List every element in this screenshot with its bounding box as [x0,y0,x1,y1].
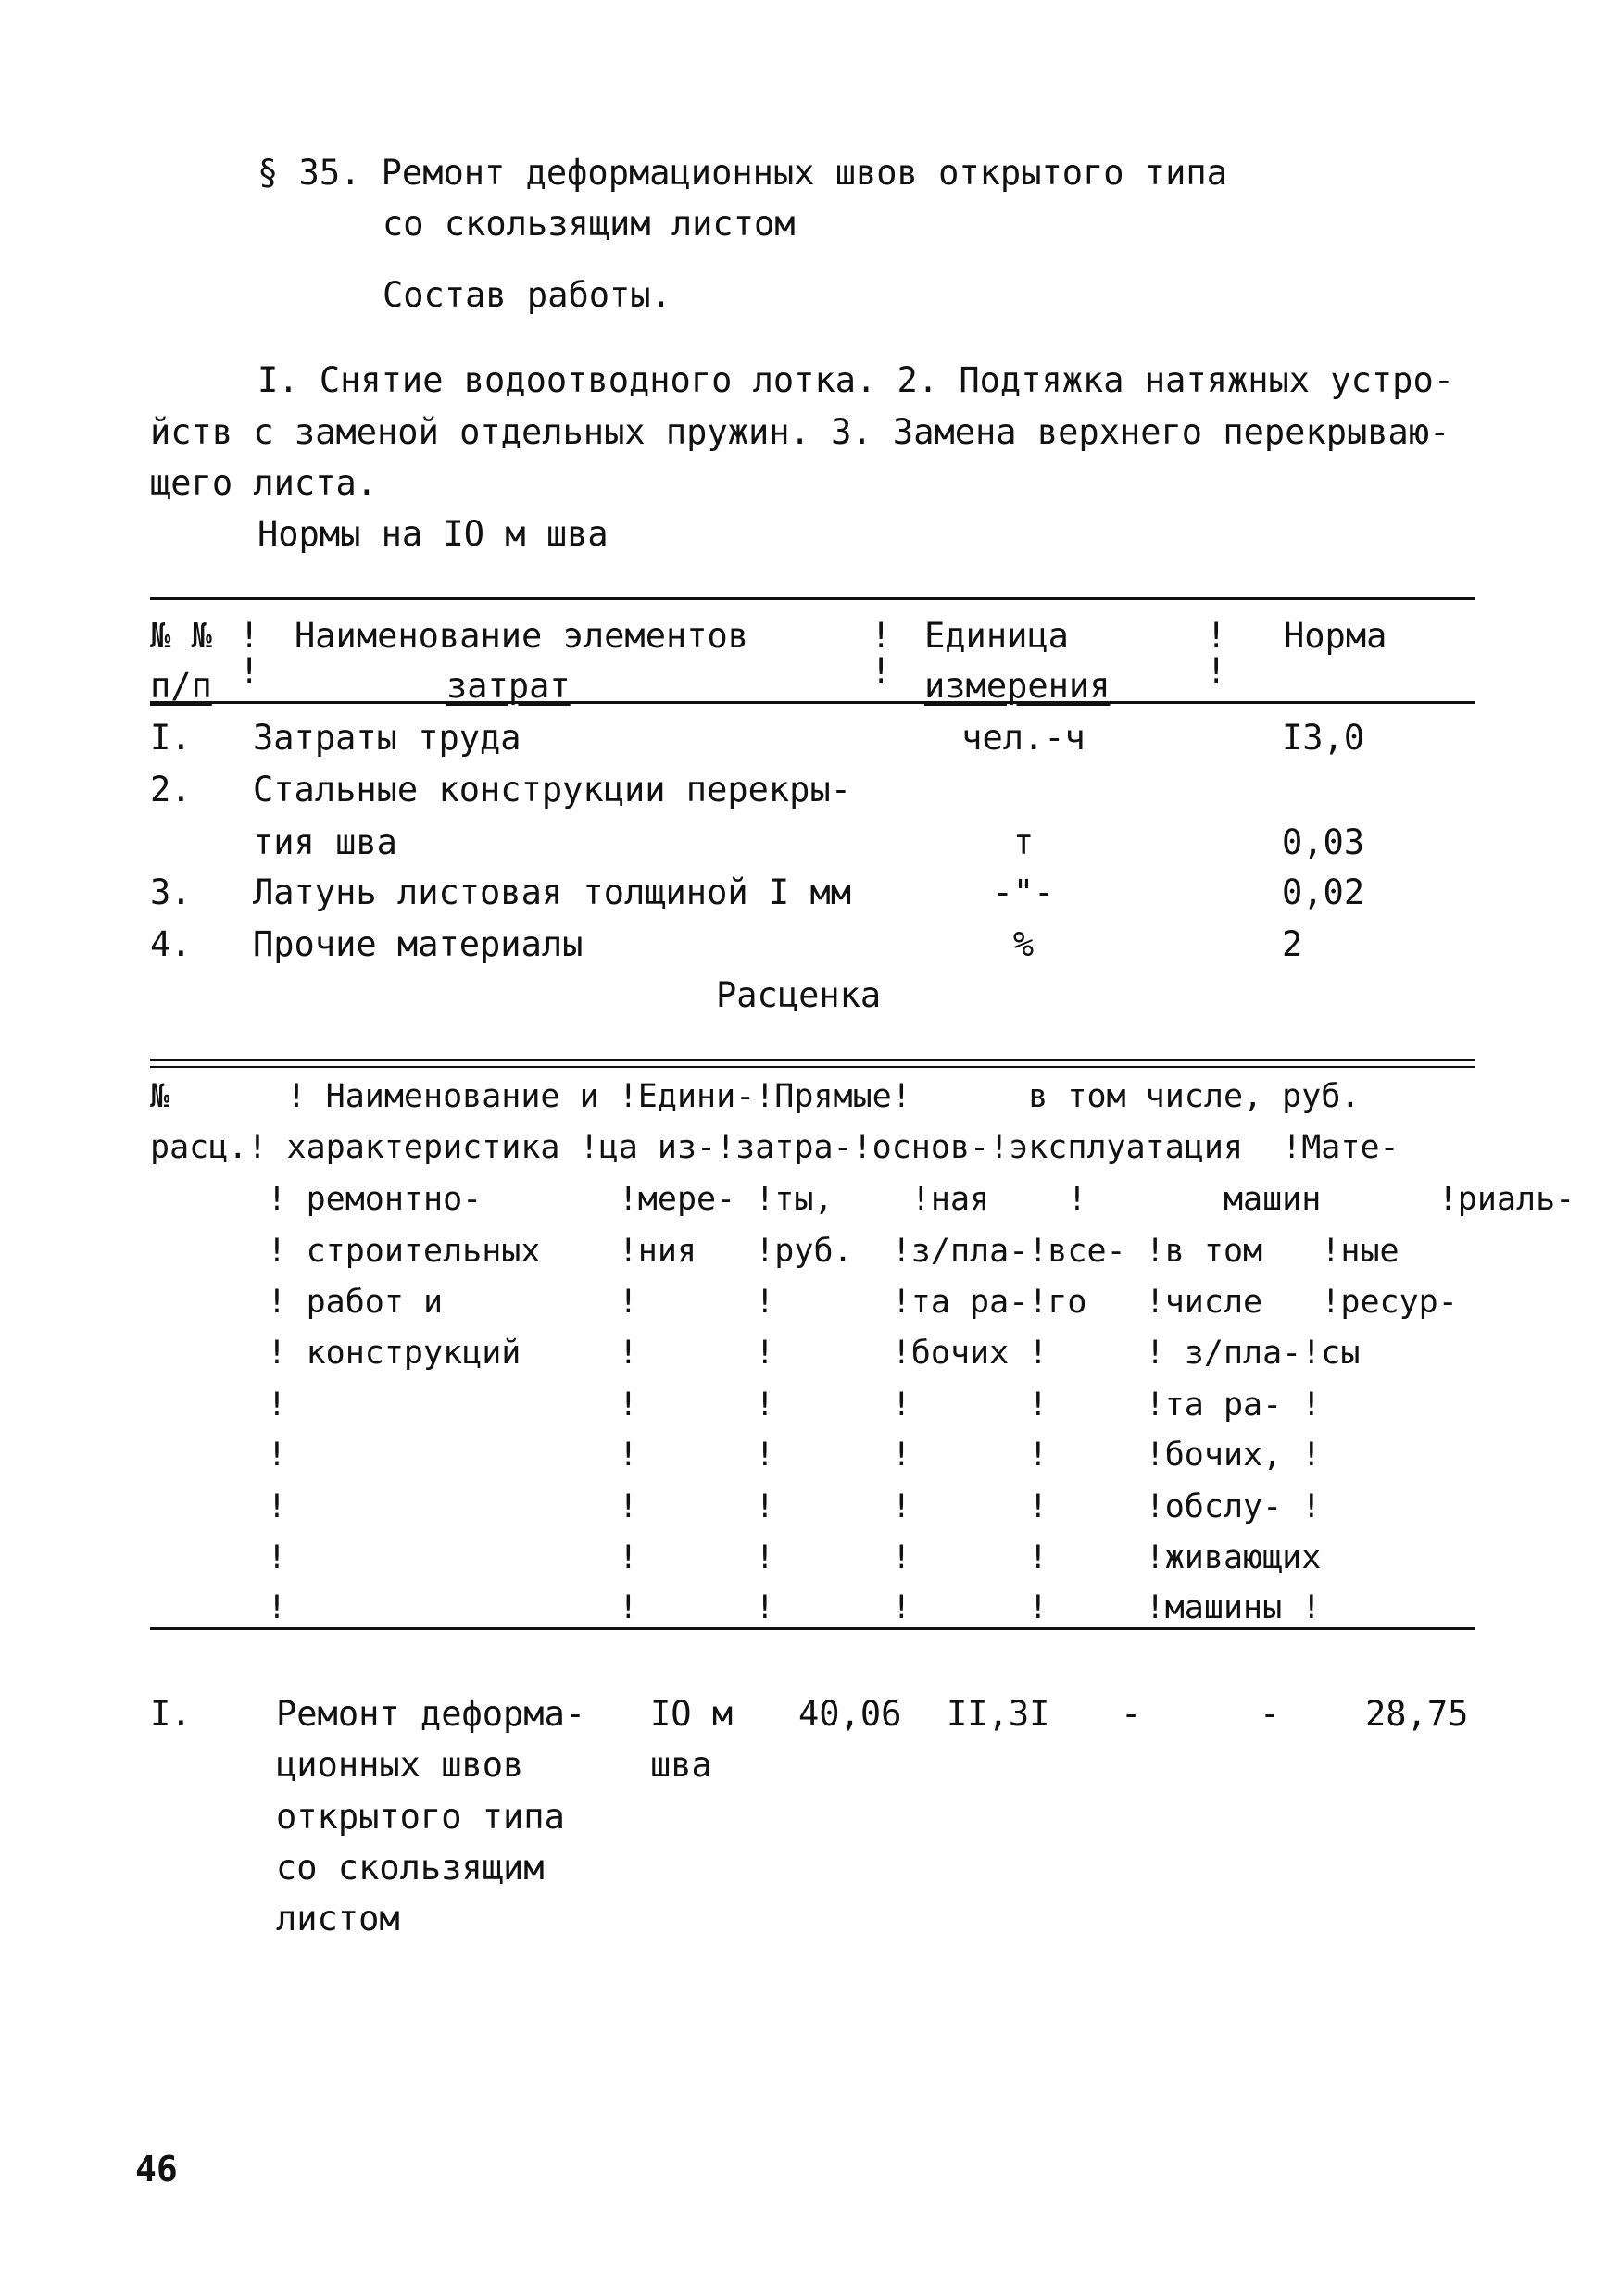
norms-row-value: 2 [1282,924,1303,964]
pricing-row-name-line: ционных швов [276,1745,524,1785]
norms-row-no: 4. [150,924,192,964]
pricing-header-line: ! работ и ! ! !та ра-!го !числе !ресур- [150,1284,1458,1321]
pricing-row-unit-2: шва [650,1745,712,1785]
pricing-row-name-line: открытого типа [276,1797,565,1837]
pricing-row-machines-wages: - [1260,1694,1281,1734]
norms-header-sep: ! [1206,616,1227,656]
norms-header-sep: ! [239,651,260,691]
norms-row-no: I. [150,718,192,758]
pricing-row-materials: 28,75 [1365,1694,1469,1734]
composition-line2: йств с заменой отдельных пружин. 3. Замена верхнего перекрываю- [150,412,1450,452]
norms-row-name: Латунь листовая толщиной I мм [253,872,852,912]
norms-row-no: 2. [150,770,192,809]
composition-heading: Состав работы. [383,275,671,315]
pricing-header-bottom-rule [150,1627,1475,1630]
norms-header-norm: Норма [1284,616,1387,656]
section-title-line1: § 35. Ремонт деформационных швов открытого типа [257,153,1227,193]
norms-header-sep: ! [871,651,892,691]
pricing-row-name-line: Ремонт деформа- [276,1694,586,1734]
norms-row-value: 0,02 [1282,872,1365,912]
norms-row-unit: % [1012,924,1035,964]
pricing-header-line: ! ремонтно- !мере- !ты, !ная ! машин !риаль- [150,1181,1575,1218]
norms-header-no-1: № № [150,616,212,656]
norms-row-no: 3. [150,872,192,912]
section-title-line2: со скользящим листом [383,204,796,244]
pricing-header-line: ! ! ! ! ! !та ра- ! [150,1386,1322,1424]
pricing-header-line: расц.! характеристика !ца из-!затра-!основ-!эксплуатация !Мате- [150,1129,1399,1166]
composition-line1: I. Снятие водоотводного лотка. 2. Подтяжка натяжных устро- [257,360,1455,400]
pricing-row-unit-1: IO м [650,1694,734,1734]
pricing-table-top-rule [150,1059,1475,1061]
pricing-header-line: ! ! ! ! ! !живающих [150,1539,1322,1576]
pricing-header-line: ! ! ! ! ! !бочих, ! [150,1437,1322,1474]
norms-header-unit-1: Единица [924,616,1069,656]
pricing-caption: Расценка [716,975,882,1015]
composition-line3: щего листа. [150,463,378,503]
pricing-header-line: ! ! ! ! ! !обслу- ! [150,1488,1322,1525]
norms-header-sep: ! [871,616,892,656]
norms-row-value: I3,0 [1282,718,1365,758]
norms-row-unit: чел.-ч [961,718,1086,758]
norms-row-value: 0,03 [1282,822,1365,862]
pricing-table-top-rule-2 [150,1066,1475,1068]
norms-row-name: Затраты труда [253,718,521,758]
norms-header-no-2: п/п [150,666,212,706]
norms-header-name-1: Наименование элементов [295,616,749,656]
pricing-header-line: ! строительных !ния !руб. !з/пла-!все- !в том !ные [150,1233,1399,1270]
norms-header-bottom-rule [150,701,1475,704]
pricing-row-machines-total: - [1121,1694,1142,1734]
norms-header-sep: ! [239,616,260,656]
pricing-row-no: I. [150,1694,192,1734]
norms-header-unit-2: измерения [924,666,1111,706]
page-number: 46 [135,2149,178,2189]
norms-header-sep: ! [1206,651,1227,691]
norms-row-unit: -"- [992,872,1055,912]
norms-row-name: Прочие материалы [253,924,584,964]
norms-row-unit: т [1012,822,1035,862]
norms-row-name: тия шва [253,822,397,862]
pricing-header-line: № ! Наименование и !Едини-!Прямые! в том числе, руб. [150,1078,1361,1115]
norms-header-name-2: затрат [446,666,571,706]
pricing-row-direct: 40,06 [798,1694,902,1734]
pricing-row-wages: II,3I [947,1694,1050,1734]
norms-caption: Нормы на IO м шва [257,514,609,554]
norms-table-top-rule [150,597,1475,600]
pricing-header-line: ! ! ! ! ! !машины ! [150,1589,1322,1626]
pricing-header-line: ! конструкций ! ! !бочих ! ! з/пла-!сы [150,1335,1361,1372]
pricing-row-name-line: со скользящим [276,1848,545,1888]
pricing-row-name-line: листом [276,1899,400,1938]
norms-row-name: Стальные конструкции перекры- [253,770,852,809]
